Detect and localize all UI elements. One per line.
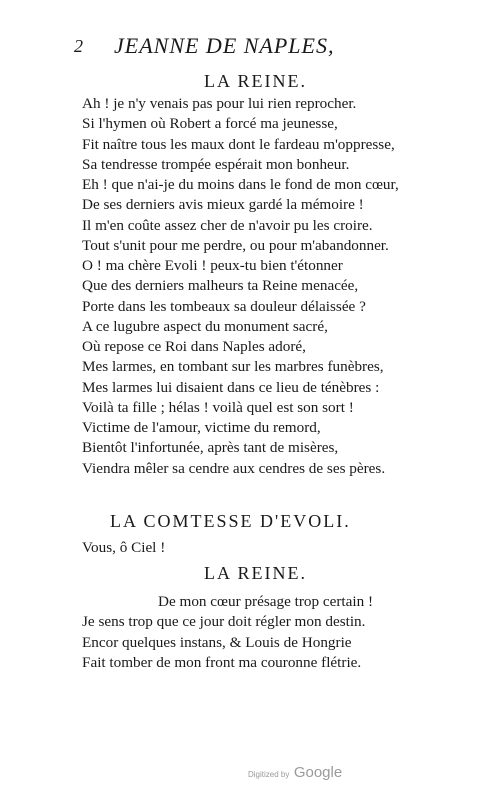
verse-line: A ce lugubre aspect du monument sacré, bbox=[82, 317, 328, 335]
speaker-heading-reine: LA REINE. bbox=[204, 71, 307, 91]
verse-line: Encor quelques instans, & Louis de Hongrie bbox=[82, 633, 352, 651]
verse-line: Tout s'unit pour me perdre, ou pour m'abandonner. bbox=[82, 236, 389, 254]
verse-line: Victime de l'amour, victime du remord, bbox=[82, 419, 321, 436]
verse-line: Fait tomber de mon front ma couronne flétrie. bbox=[82, 653, 362, 671]
verse-line: Mes larmes, en tombant sur les marbres funèbres, bbox=[82, 358, 384, 376]
verse-line: Où repose ce Roi dans Naples adoré, bbox=[82, 338, 306, 355]
speech-reine-2 bbox=[82, 592, 442, 673]
verse-line: Sa tendresse trompée espérait mon bonheur. bbox=[82, 155, 350, 173]
running-header bbox=[74, 33, 414, 59]
verse-line: Fit naître tous les maux dont le fardeau m'oppresse, bbox=[82, 135, 395, 153]
digitized-watermark bbox=[248, 764, 358, 784]
verse-line: Eh ! que n'ai-je du moins dans le fond de mon cœur, bbox=[82, 176, 399, 193]
verse-line: Bientôt l'infortunée, après tant de misères, bbox=[82, 439, 339, 457]
verse-line: Ah ! je n'y venais pas pour lui rien reprocher. bbox=[82, 95, 357, 112]
verse-line: De mon cœur présage trop certain ! bbox=[158, 593, 374, 610]
verse-line: Que des derniers malheurs ta Reine menacée, bbox=[82, 277, 359, 295]
verse-line: Mes larmes lui disaient dans ce lieu de ténèbres : bbox=[82, 378, 380, 396]
speaker-heading-reine: LA REINE. bbox=[204, 563, 307, 583]
verse-line: Porte dans les tombeaux sa douleur délaissée ? bbox=[82, 297, 366, 315]
verse-line: Si l'hymen où Robert a forcé ma jeunesse, bbox=[82, 115, 338, 133]
verse-line: Vous, ô Ciel ! bbox=[82, 539, 166, 556]
page-number: 2 bbox=[74, 36, 84, 56]
verse-line: Je sens trop que ce jour doit régler mon destin. bbox=[82, 613, 366, 631]
verse-line: Il m'en coûte assez cher de n'avoir pu les croire. bbox=[82, 216, 373, 234]
verse-line: O ! ma chère Evoli ! peux-tu bien t'étonner bbox=[82, 257, 343, 274]
speaker-heading-comtesse: LA COMTESSE D'EVOLI. bbox=[110, 511, 351, 531]
speech-reine-1 bbox=[82, 94, 442, 479]
verse-line: Viendra mêler sa cendre aux cendres de ses pères. bbox=[82, 459, 386, 477]
verse-line: De ses derniers avis mieux gardé la mémoire ! bbox=[82, 196, 364, 214]
running-title: JEANNE DE NAPLES, bbox=[114, 33, 335, 58]
google-logo-text: Google bbox=[293, 764, 343, 781]
verse-line: Voilà ta fille ; hélas ! voilà quel est son sort ! bbox=[82, 398, 354, 416]
digitized-by-text: Digitized by bbox=[248, 770, 290, 779]
